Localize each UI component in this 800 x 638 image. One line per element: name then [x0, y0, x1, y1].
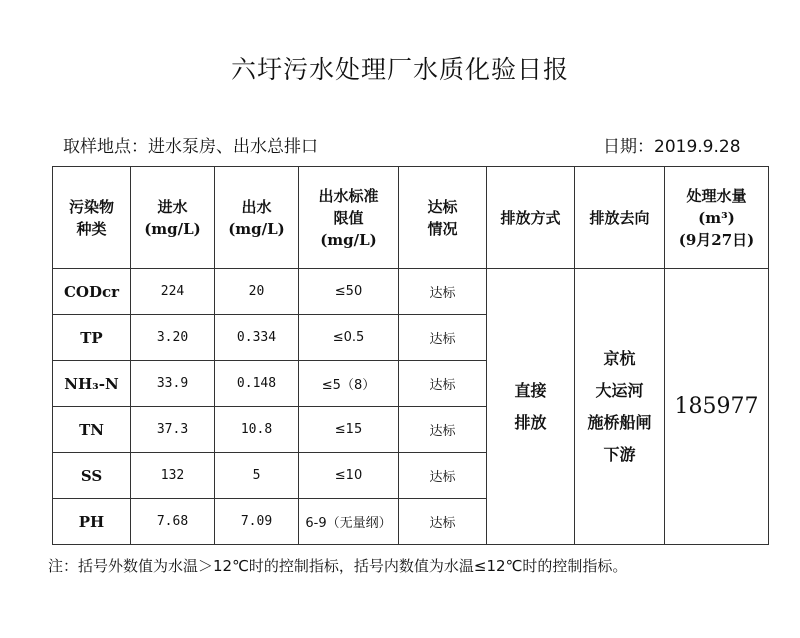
discharge-direction-line: 施桥船闸: [587, 412, 652, 432]
header-volume-line: (m³): [698, 208, 735, 227]
cell-inflow: 37.3: [131, 407, 215, 453]
header-volume-line: (9月27日): [678, 230, 755, 249]
header-outflow: [215, 167, 299, 269]
report-date: 日期：2019.9.28: [603, 137, 741, 157]
header-compliance: [399, 167, 487, 269]
header-pollutant-line: 污染物: [68, 197, 114, 216]
header-standard: [299, 167, 399, 269]
cell-outflow: 20: [215, 269, 299, 315]
cell-standard: 6-9（无量纲）: [299, 499, 399, 545]
cell-param: TP: [53, 315, 131, 361]
header-inflow-line: (mg/L): [144, 219, 201, 238]
header-pollutant-line: 种类: [76, 219, 107, 238]
cell-outflow: 10.8: [215, 407, 299, 453]
report-title: 六圩污水处理厂水质化验日报: [230, 55, 569, 84]
header-standard-line: 限值: [333, 208, 364, 227]
header-discharge-direction: 排放去向: [575, 167, 665, 269]
cell-outflow: 0.148: [215, 361, 299, 407]
header-volume: [665, 167, 769, 269]
cell-status: 达标: [399, 407, 487, 453]
cell-outflow: 0.334: [215, 315, 299, 361]
cell-discharge-direction: [575, 269, 665, 545]
cell-param: NH₃-N: [53, 361, 131, 407]
header-outflow-line: (mg/L): [228, 219, 285, 238]
cell-outflow: 5: [215, 453, 299, 499]
table-header-row: [53, 167, 769, 269]
sampling-location: 取样地点：进水泵房、出水总排口: [63, 137, 318, 157]
footnote: 注：括号外数值为水温＞12℃时的控制指标，括号内数值为水温≤12℃时的控制指标。: [48, 557, 628, 575]
header-standard-line: 出水标准: [318, 186, 379, 205]
cell-standard: ≤0.5: [299, 315, 399, 361]
cell-status: 达标: [399, 499, 487, 545]
cell-param: PH: [53, 499, 131, 545]
cell-standard: ≤50: [299, 269, 399, 315]
discharge-direction-line: 下游: [603, 444, 636, 464]
header-compliance-line: 达标: [427, 197, 458, 216]
cell-param: CODcr: [53, 269, 131, 315]
cell-discharge-method: [487, 269, 575, 545]
table-row: [53, 269, 769, 315]
discharge-direction-line: 京杭: [603, 348, 636, 368]
header-pollutant: [53, 167, 131, 269]
header-outflow-line: 出水: [241, 197, 272, 216]
discharge-method-line: 排放: [514, 412, 547, 432]
cell-outflow: 7.09: [215, 499, 299, 545]
discharge-direction-line: 大运河: [595, 380, 644, 400]
cell-inflow: 33.9: [131, 361, 215, 407]
cell-status: 达标: [399, 453, 487, 499]
header-inflow: [131, 167, 215, 269]
cell-volume-value: 185977: [665, 269, 769, 545]
cell-inflow: 224: [131, 269, 215, 315]
cell-param: TN: [53, 407, 131, 453]
cell-inflow: 7.68: [131, 499, 215, 545]
cell-standard: ≤5（8）: [299, 361, 399, 407]
cell-status: 达标: [399, 361, 487, 407]
cell-standard: ≤10: [299, 453, 399, 499]
header-standard-line: (mg/L): [320, 230, 377, 249]
cell-inflow: 3.20: [131, 315, 215, 361]
header-discharge-method: 排放方式: [487, 167, 575, 269]
cell-status: 达标: [399, 315, 487, 361]
cell-standard: ≤15: [299, 407, 399, 453]
cell-param: SS: [53, 453, 131, 499]
header-volume-line: 处理水量: [686, 186, 747, 205]
header-inflow-line: 进水: [157, 197, 188, 216]
discharge-method-line: 直接: [514, 380, 547, 400]
header-compliance-line: 情况: [427, 219, 458, 238]
water-quality-table: [52, 166, 769, 545]
cell-inflow: 132: [131, 453, 215, 499]
cell-status: 达标: [399, 269, 487, 315]
